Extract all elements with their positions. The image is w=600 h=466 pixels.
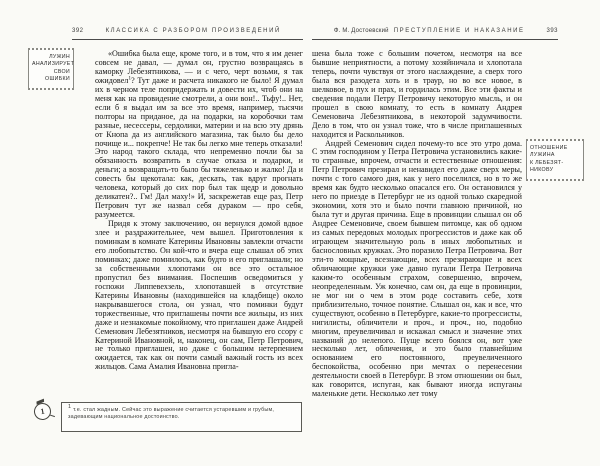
margin-note-line: К ЛЕБЕЗЯТ-	[530, 159, 564, 166]
footnote-stamp-icon	[33, 402, 53, 422]
footnote-stamp-number: 1	[39, 406, 46, 417]
margin-note-line: АНАЛИЗИРУЕТ	[32, 61, 75, 68]
right-page-number: 393	[546, 28, 558, 34]
paragraph: шена была тоже с большим почетом, несмотря на все бывшие неприятности, а потому хозяйничала и хлопотала теперь, почти чувствуя от этого наслаждение, а сверх того была вся разодета хоть и в траур, но во все новое, в шелковое, в пух и прах, и гордилась этим. Все эти факты и сведения подали Петру Петровичу некоторую мысль, и он прошел в свою комнату, то есть в комнату Андрея Семеновича Лебезятникова, в некоторой задумчивости. Дело в том, что он узнал тоже, что в числе приглашенных находится и Раскольников.	[312, 50, 522, 139]
margin-note-line: СВОИ ОШИБКИ	[45, 68, 70, 83]
footnote-marker: 1	[128, 75, 132, 82]
left-header-rule	[72, 39, 303, 40]
paragraph	[95, 50, 303, 220]
left-running-title: КЛАССИКА С РАЗБОРОМ ПРОИЗВЕДЕНИЙ	[105, 28, 281, 34]
footnote-box	[61, 402, 302, 432]
footnote-marker: 1	[68, 404, 72, 411]
margin-note-line: ЛУЖИНА	[530, 152, 555, 159]
left-body-text	[95, 50, 303, 393]
right-header-rule	[312, 39, 558, 40]
margin-note-line: ОТНОШЕНИЕ	[530, 145, 568, 151]
right-running-book-title: ПРЕСТУПЛЕНИЕ И НАКАЗАНИЕ	[393, 28, 525, 34]
right-running-author: Ф. М. Достоевский	[333, 28, 389, 34]
left-page-number: 392	[72, 28, 84, 34]
paragraph: Придя к этому заключению, он вернулся домой вдвое злее и раздражительнее, чем вышел. Приготовления к поминкам в комнате Катерины Ивановны завлекли отчасти его любопытство. Он кой-что и вчера еще слышал об этих поминках; даже помнилось, как будто и его приглашали; но за собственными хлопотами он все это остальное пропустил без внимания. Поспешив осведомиться у госпожи Липпевехзель, хлопотавшей в отсутствие Катерины Ивановны (находившейся на кладбище) около накрывавшегося стола, он узнал, что поминки будут торжественные, что приглашены почти все жильцы, из них даже и незнакомые покойному, что приглашен даже Андрей Семенович Лебезятников, несмотря на бывшую его ссору с Катериной Ивановной, и, наконец, он сам, Петр Петрович, не только приглашен, но даже с большим нетерпением ожидается, так как он почти самый важный гость из всех жильцов. Сама Амалия Ивановна пригла-	[95, 219, 303, 372]
right-running-title	[312, 28, 546, 34]
margin-note-line: ЛУЖИН	[49, 54, 70, 60]
right-body-text	[312, 50, 522, 419]
footnote-text: т.е. стал жадным. Сейчас это выражение считается устаревшим и грубым, задевающим национальное достоинство.	[68, 407, 275, 421]
left-running-header	[72, 28, 303, 38]
paragraph-text: ? Тут даже и расчета никакого не было! Я думал их в черном теле попридержать и довести их, чтоб они на меня как на провидение смотрели, а они вон!.. Тьфу!.. Нет, если б я выдал им за все это время, например, тысячи полторы на приданое, да на подарки, на коробочки там разные, несессеры, сердолики, материи и на всю эту дрянь от Кнопа да из английского магазина, так было бы дело почище и... покрепче! Не так бы легко мне теперь отказали! Это народ такого склада, что непременно почли бы за обязанность возвратить в случае отказа и подарки, и деньги; а возвращать-то было бы тяжеленько и жалко! Да и совесть бы щекотала: как, дескать, так вдруг прогнать человека, который до сих пор был так щедр и довольно деликатен?.. Гм! Дал маху!» И, заскрежетав еще раз, Петр Петрович тут же назвал себя дураком — про себя, разумеется.	[95, 75, 303, 220]
margin-note-line: НИКОВУ	[530, 167, 554, 174]
margin-note-luzhin-lebezyatnikov	[526, 139, 584, 181]
right-running-header	[312, 28, 558, 38]
paragraph-text: «Ошибка была еще, кроме того, и в том, что я им денег совсем не давал, — думал он, грустно возвращаясь в каморку Лебезятникова, — и с чего, черт возьми, я так ожидовел	[95, 50, 303, 85]
paragraph: Андрей Семенович сидел почему-то все это утро дома. С этим господином у Петра Петровича установились какие-то странные, впрочем, отчасти и естественные отношения: Петр Петрович презирал и ненавидел его даже сверх меры, почти с того самого дня, как у него поселился, но в то же время как будто несколько опасался его. Он остановился у него по приезде в Петербург не из одной только скаредной экономии, хотя это и было почти главною причиной, но была тут и другая причина. Еще в провинции слышал он об Андрее Семеновиче, своем бывшем питомце, как об одном из самых передовых молодых прогрессистов и даже как об играющем значительную роль в иных любопытных и баснословных кружках. Это поразило Петра Петровича. Вот эти-то мощные, всезнающие, всех презирающие и всех обличающие кружки уже давно пугали Петра Петровича каким-то особенным страхом, совершенно, впрочем, неопределенным. Уж конечно, сам он, да еще в провинции, не мог ни о чем в этом роде составить себе, хотя приблизительно, точное понятие. Слышал он, как и все, что существуют, особенно в Петербурге, какие-то прогрессисты, нигилисты, обличители и проч., и проч., но, подобно многим, преувеличивал и искажал смысл и значение этих названий до нелепого. Пуще всего боялся он, вот уже несколько лет, обличения, и это было главнейшим основанием его постоянного, преувеличенного беспокойства, особенно при мечтах о перенесении деятельности своей в Петербург. В этом отношении он был, как говорится, испуган, как бывают иногда испуганы маленькие дети. Несколько лет тому	[312, 138, 522, 399]
margin-note-luzhin-mistakes	[28, 48, 74, 90]
